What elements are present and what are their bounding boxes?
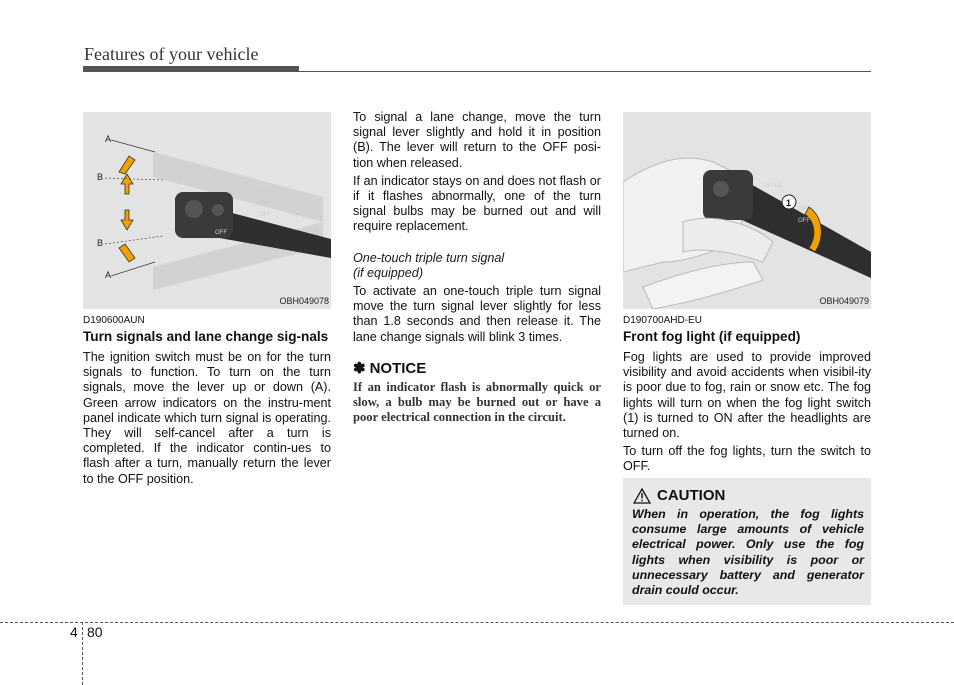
para-lane-change: To signal a lane change, move the turn signal lever slightly and hold it in position (B). The lever will return to the OFF posi-tion when released.: [353, 110, 601, 170]
para-fog-light: Fog lights are used to provide improved visibility and avoid accidents when visibil-ity is poor due to fog, rain or snow etc. The fog lights will turn on when the fog light switch (1) is turned to ON after the headlights are turned on.: [623, 350, 871, 441]
figure-code-right: OBH049079: [819, 296, 869, 306]
heading-fog-light: Front fog light (if equipped): [623, 329, 801, 344]
label-b-top: B: [97, 172, 104, 182]
notice-title-text: NOTICE: [369, 359, 427, 377]
notice-body: If an indicator flash is abnormally quick or slow, a bulb may be burned out or have a poor electrical connection in the circuit.: [353, 380, 601, 425]
caution-body: When in operation, the fog lights consume large amounts of vehicle electrical power. Only use the fog lights when visibility is poor or unnecessary battery and generator drain could occur.: [632, 507, 864, 598]
column-fog-light: [623, 329, 871, 478]
label-a-bottom: A: [105, 270, 112, 280]
fog-switch-label-off: OFF: [798, 218, 810, 224]
fog-switch-label-on: ON: [798, 206, 807, 212]
page-number: 80: [87, 624, 103, 640]
header-rule: [83, 71, 871, 72]
para-fog-light-off: To turn off the fog lights, turn the switch to OFF.: [623, 444, 871, 474]
caution-box: [623, 478, 871, 605]
column-lane-change: [353, 110, 601, 425]
section-number: 4: [70, 624, 78, 640]
callout-number: 1: [786, 198, 792, 208]
subheading-one-touch: [353, 251, 601, 281]
fog-light-illustration: [623, 112, 871, 309]
label-b-bottom: B: [97, 238, 104, 248]
figure-code-left: OBH049078: [279, 296, 329, 306]
switch-label-on: ON: [259, 201, 268, 207]
fog-switch-label-auto: AUTO: [765, 183, 782, 189]
switch-label-off-lower: OFF: [215, 230, 227, 236]
caution-title-text: CAUTION: [657, 487, 726, 504]
label-a-top: A: [105, 134, 112, 144]
footer-rule: [0, 622, 954, 623]
turn-signal-illustration: [83, 112, 331, 309]
switch-label-auto: AUTO: [255, 188, 272, 194]
column-turn-signals: [83, 329, 331, 490]
warning-triangle-icon: [633, 488, 651, 504]
heading-turn-signals: Turn signals and lane change sig-nals: [83, 329, 329, 344]
subheading-one-touch-line2: (if equipped): [353, 265, 424, 280]
notice-symbol-icon: ✽: [353, 359, 366, 377]
turn-signal-figure: [83, 112, 331, 309]
caution-title: [633, 487, 725, 504]
page-header-title: Features of your vehicle: [84, 44, 259, 64]
switch-label-off: OFF: [259, 212, 271, 218]
footer-divider: [82, 622, 83, 685]
ref-code-fog-light: D190700AHD-EU: [623, 315, 702, 326]
para-indicator-fault: If an indicator stays on and does not flash or if it flashes abnormally, one of the turn signal bulbs may be burned out and will require replacement.: [353, 173, 601, 234]
fog-light-figure: [623, 112, 871, 309]
para-one-touch: To activate an one-touch triple turn signal move the turn signal lever slightly for less than 1.8 seconds and then release it. The lane change signals will blink 3 times.: [353, 284, 601, 344]
ref-code-turn-signals: D190600AUN: [83, 315, 145, 326]
body-turn-signals: The ignition switch must be on for the turn signals to function. To turn on the turn signals, move the lever up or down (A). Green arrow indicators on the instru-ment panel indicate which turn signal is operating. They will self-cancel after a turn is completed. If the indicator contin-ues to flash after a turn, manually return the lever to the OFF position.: [83, 350, 331, 486]
notice-title: [353, 361, 601, 376]
subheading-one-touch-line1: One-touch triple turn signal: [353, 250, 505, 265]
